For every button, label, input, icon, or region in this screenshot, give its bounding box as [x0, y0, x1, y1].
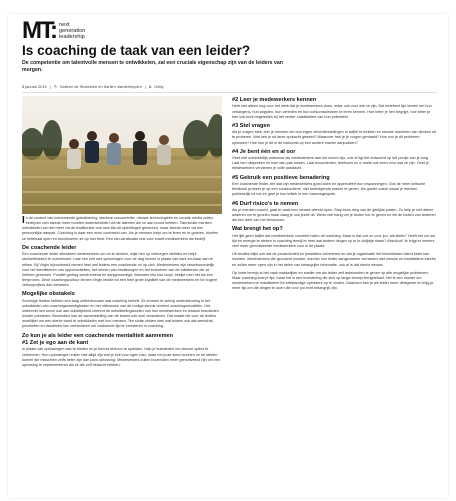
logo-line-3: leadership: [58, 34, 85, 40]
paragraph: Uit studies blijkt ook dat de productiviteit en prestaties verbeteren en dat je organisatie het beschikbare talent beter kan inzetten. Medewerkers die gecoacht worden, kunnen hun leider aangenamen verrassen met nieuwe en kwalitatieve ideeën en zullen meer open zijn in het delen van belangrijke informatie, ook al is dat slecht nieuws.: [232, 252, 436, 267]
photo-credit: Getty: [154, 84, 164, 89]
article-date: 8 januari 2019: [22, 84, 47, 89]
logo-line-2: generation: [58, 28, 86, 34]
paragraph: Sommige leiders hebben een laag zelfvertrouwen wat coaching betreft. Ze ervaren te weinig ondersteuning in het ontwikkelen van coachingsvaardigheden en het uitbouwen van de nodige kennis omtrent coachingsmodellen. Het ontbreekt hen soms ook aan duidelijkheid omtrent de ontwikkelingsnoden van hun medewerkers en waaron teamleden minder presteren. Bovendien kan de samenstelling van de teams ook snel veranderen. Dat maakt het voor de leiders moeilijker om een sterke band te ontwikkelen met hun mensen. Ten slotte vinden heel wat leiders ook dat werkdruk, prioriteiten en deadlines hen verhinderen om voldoende tijd te investeren in coaching.: [22, 298, 219, 329]
section-heading: Mogelijke obstakels: [22, 291, 75, 298]
subsection-heading: #2 Leer je medewerkers kennen: [232, 97, 317, 103]
paragraph: Als je vragen stelt, leer je mensen om hun eigen veronderstellingen in twijfel te trekken en nieuwe manieren van denken uit te proberen. Wat heb je uit deze opdracht geleerd? Waarover heb je je zorgen gemaakt? Hoe zou je dit probleem oplossen? Hoe kun je dit in de toekomst op een andere manier aanpakken?: [232, 130, 436, 145]
paragraph-text: n de context van toenemende globalisering, sterkere concurrentie, nieuwe technologieën en sociale media zullen bedrijven zich steeds meer moeten onderscheiden via de talenten die ze aan boord hebben. Talentvolle mensen ontwikkelen zal niet meer via de traditionele one-size-fits-all opleidingen gebeuren, maar steeds meer via een persoonlijke aanpak. Coaching is daar een mooi voorbeeld van. Als je mensen helpt om te leren en te groeien, bloeien ze helemaal open en functioneren ze op hun best. Een win-winsituatie dus voor zowel medewerkers als bedrijf.: [22, 216, 219, 241]
author-icon: ✎: [53, 84, 57, 89]
logo-line-1: next: [58, 22, 70, 28]
photo-illustration: [22, 96, 222, 214]
subsection-heading: #4 Je bent één en al oor: [232, 148, 296, 155]
paragraph: Een coachende leider ziet wat zijn medewerkers goed doen en appreciëert hun inspanningen. Ook de meer kritische feedback probeer je op een constructieve, niet bedreigende manier te geven. Als goede coach zwaai je mensen publiekelijk lof toe en geef je hen kritiek in een havenegesprek.: [232, 182, 426, 197]
logo-text: [59, 22, 85, 40]
paragraph: Geef niet onmiddellijk antwoord als medewerkers aan het woord zijn, ook al ligt het antwoord op het puntje van je tong. Laat hen uitspreken en kom dan pas tussen. Laat documenten, telefoons en e-mails ook even voor wat ze zijn. Geef je medewerkers verdienen je volle aandacht.: [232, 156, 429, 171]
paragraph: Op korte termijn is het vaak makkelijker en sneller om als leider zelf antwoorden te geven op alle mogelijke problemen. Maar coaching kost je tijd, maar het is een investering die zich op lange termijn terugbetaalt. Het is een manier om medewerkers te ontwikkelen tot zelfstandige oplossers op te vinden. Daardoor kan je als leider meer delegeren en krijg je meer tijd om die dingen te doen die voor jou echt belangrijk zijn.: [232, 270, 434, 291]
subsection-heading: #3 Stel vragen: [232, 122, 270, 129]
article-authors[interactable]: Katleen de Stobbeleir en Karlien Vanderheyden: [59, 84, 142, 89]
section-heading: Zo kun je als leider een coachende mentaliteit aannemen: [22, 332, 174, 339]
section-heading: Wat brengt het op?: [232, 226, 283, 233]
meta-separator: |: [144, 84, 146, 89]
paragraph: [22, 216, 222, 242]
subsection-heading: #5 Gebruik een positieve benadering: [232, 174, 330, 181]
paragraph: Hebt niet alleen oog voor het werk dat je medewerkers doen, maar ook voor wie ze zijn. Dat betekent tijd nemen om hun verlangens, hun angsten, hun verleden en hun toekomstdromen te leren kennen. Hoe beter je hen begrijpt, hoe beter je hen ook kunt begeleiden bij het verder ontwikkelen van hun potentieel.: [232, 104, 432, 119]
left-column: [22, 216, 222, 371]
logo[interactable]: [22, 17, 86, 44]
paragraph: Als je mensen coacht, gaat er vaak een nieuwe wereld open. Stap eens weg van de gekijkte paden. Zo help je niet alleen anderen om te groeien maar daag je ook jezelf uit. Wees niet bang om je fouten toe te geven en zie de fouten van anderen als een deel van het leerproces.: [232, 207, 436, 223]
drop-cap: I: [22, 215, 25, 226]
article-intro: De competentie om talentvolle mensen te ontwikkelen, zal een cruciale eigenschap zijn van de leiders van morgen.: [22, 60, 283, 73]
paragraph: Een coachende leider stimuleert medewerkers om na te denken, wijst hen op verborgen sterktes en helpt struikelblokken te overwinnen. Laat hen zelf met oplossingen voor de dag komen in plaats van kant-en-klaar aan te reiken. Bij Virgin bijvoorbeeld nemen heel wat leiders een coachende rol op zich. Medewerkers zijn verantwoordelijk voor het identificeren van opportuniteiten, het nemen van beslissingen en het evalueren van de initiatieven die ze hebben genomen. Positief gedrag wordt erkend en aangemoedigd. Wanneer iets fout loopt, bekijkt men het als een leerproces. Deze coachingscultuur binnen Virgin leidde tot een heel grote loyaliteit van de medewerkers en tot hogere verkoopcijfers dan verwacht.: [22, 252, 218, 288]
article-meta: [22, 84, 164, 89]
meta-separator: |: [49, 84, 51, 89]
camera-icon: ◘: [148, 84, 152, 89]
article-headline: Is coaching de taak van een leider?: [22, 43, 251, 58]
article-photo: [22, 96, 222, 214]
logo-mark: MT:: [22, 17, 56, 44]
paragraph: In plaats van oplossingen aan te bieden en je kennis tentoon te spreiden, help je teamleden om nieuwe opties te verkennen. Hun oplossingen zullen niet altijd zijn wat je zelf voor ogen had, maar net jouw steun kunnen ze tot ideeën komen die misschien zelfs beter zijn dan jouw oplossing. Medewerkers zullen bovendien meer gemotiveerd zijn om een oplossing te implementeren als ze die zelf bedacht hebben.: [22, 347, 221, 367]
divider: [22, 92, 437, 93]
section-heading: De coachende leider: [22, 244, 77, 251]
right-column: [232, 96, 436, 294]
subsection-heading: #1 Zet je ego aan de kant: [22, 340, 89, 347]
paragraph: Het lijkt geen twijfel dat medewerkers voordeel halen uit coaching. Maar is dat ook zo voor jou, als leider? Heeft het zin om tijd en energie te steken in coaching terwijl er heel wat andere dingen op je to-dolijstje staan? Absoluut! Je krijgt er immers veel meer gemotiveerde medewerkers voor in de plaats.: [232, 233, 436, 249]
subsection-heading: #6 Durf risico's te nemen: [232, 200, 299, 207]
